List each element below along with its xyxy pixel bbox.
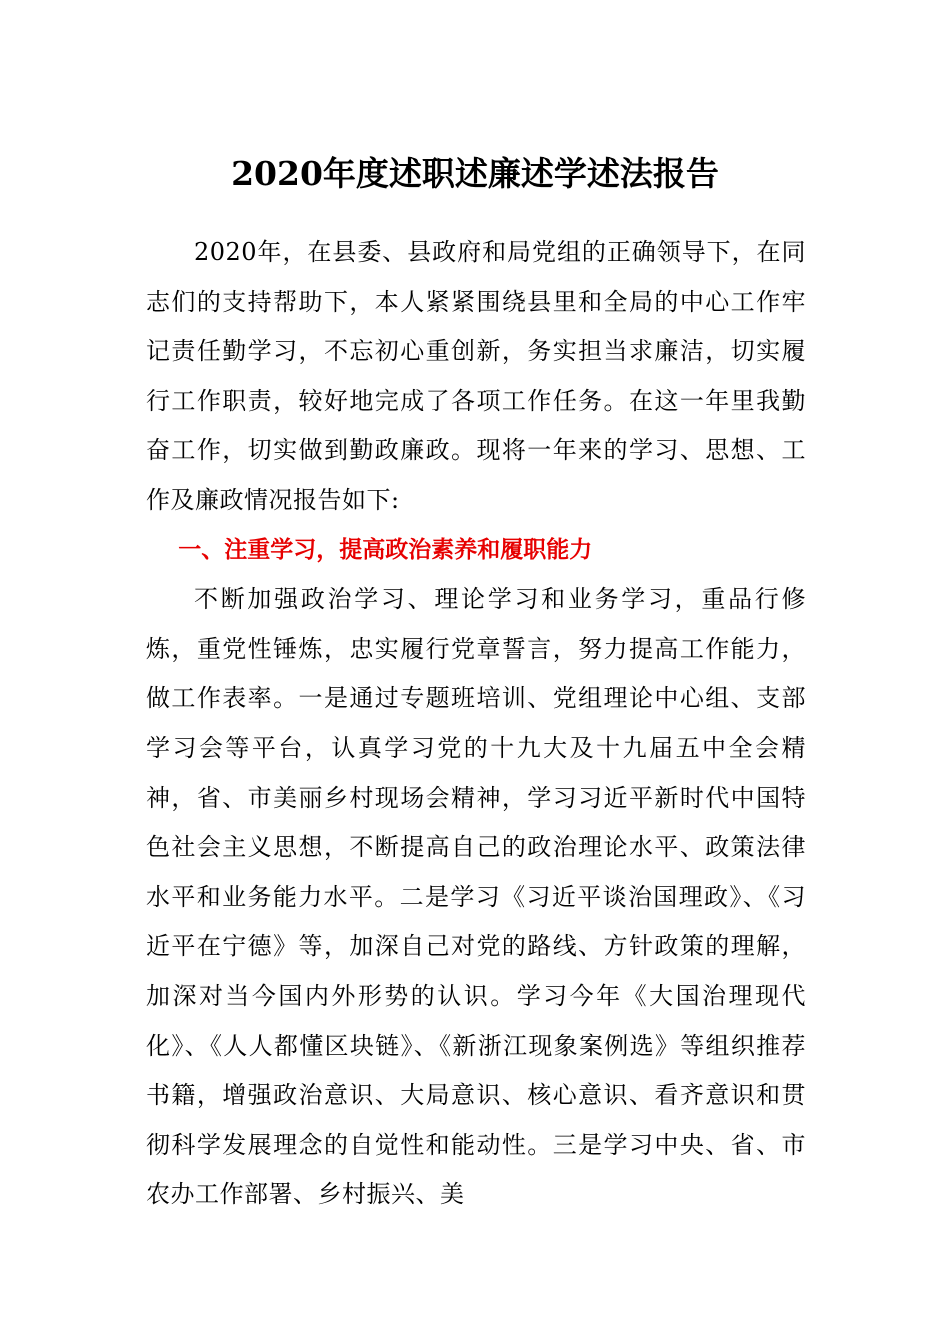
intro-paragraph: 2020年，在县委、县政府和局党组的正确领导下，在同志们的支持帮助下，本人紧紧围绕县里和全局的中心工作牢记责任勤学习，不忘初心重创新，务实担当求廉洁，切实履行工作职责，较好地完成了各项工作任务。在这一年里我勤奋工作，切实做到勤政廉政。现将一年来的学习、思想、工作及廉政情况报告如下:	[146, 238, 806, 514]
document-title: 2020年度述职述廉述学述法报告	[231, 154, 719, 193]
section-heading: 一、注重学习，提高政治素养和履职能力	[178, 536, 593, 563]
document-body	[146, 228, 806, 1220]
section-paragraph: 不断加强政治学习、理论学习和业务学习，重品行修炼，重党性锤炼，忠实履行党章誓言，努力提高工作能力，做工作表率。一是通过专题班培训、党组理论中心组、支部学习会等平台，认真学习党的十九大及十九届五中全会精神，省、市美丽乡村现场会精神，学习习近平新时代中国特色社会主义思想，不断提高自己的政治理论水平、政策法律水平和业务能力水平。二是学习《习近平谈治国理政》、《习近平在宁德》等，加深自己对党的路线、方针政策的理解，加深对当今国内外形势的认识。学习今年《大国治理现代化》、《人人都懂区块链》、《新浙江现象案例选》等组织推荐书籍，增强政治意识、大局意识、核心意识、看齐意识和贯彻科学发展理念的自觉性和能动性。三是学习中央、省、市农办工作部署、乡村振兴、美	[146, 585, 806, 1209]
